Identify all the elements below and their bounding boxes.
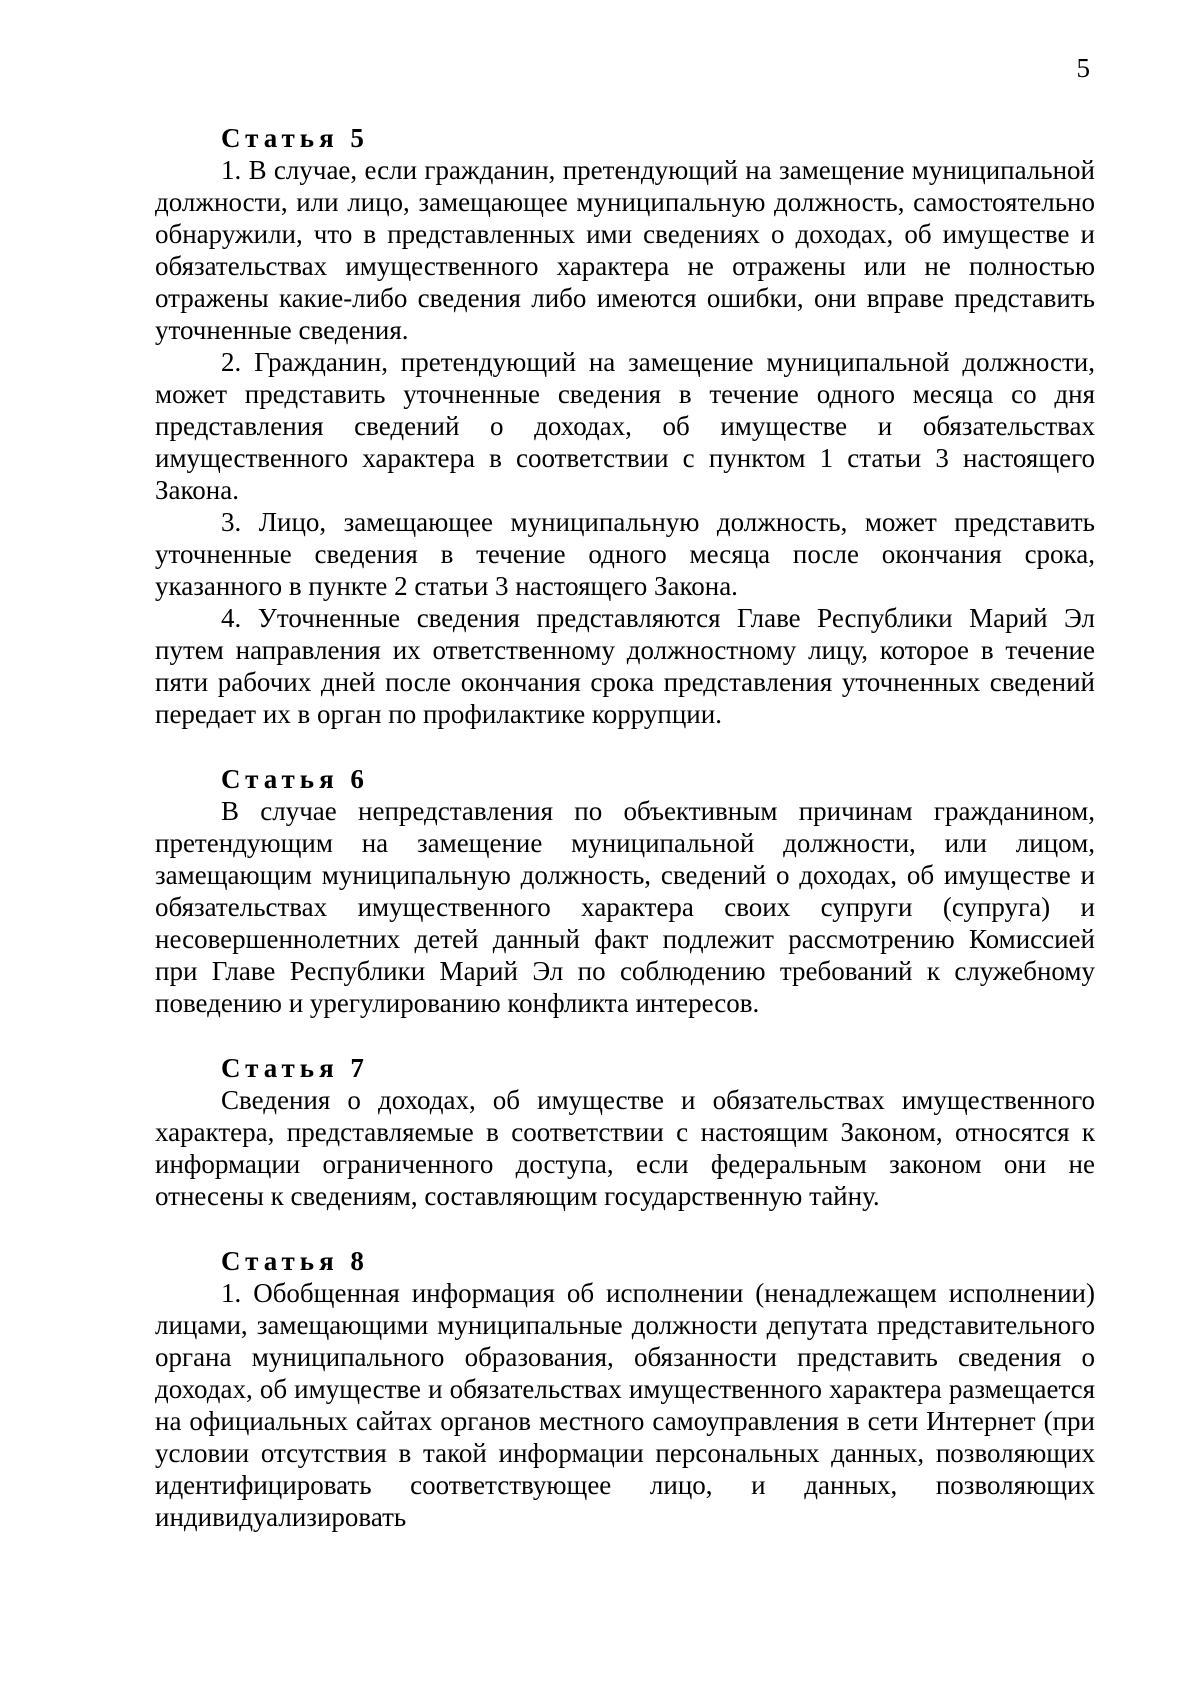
article-paragraph: 3. Лицо, замещающее муниципальную должность, может представить уточненные сведения в течение одного месяца после окончания срока, указанного в пункте 2 статьи 3 настоящего Закона. (155, 507, 1095, 601)
article-paragraph: 2. Гражданин, претендующий на замещение муниципальной должности, может представить уточненные сведения в течение одного месяца со дня представления сведений о доходах, об имуществе и обязательствах имущественного характера в соответствии с пунктом 1 статьи 3 настоящего Закона. (155, 347, 1095, 505)
article-paragraph: 1. В случае, если гражданин, претендующий на замещение муниципальной должности, или лицо, замещающее муниципальную должность, самостоятельно обнаружили, что в представленных ими сведениях о доходах, об имуществе и обязательствах имущественного характера не отражены или не полностью отражены какие-либо сведения либо имеются ошибки, они вправе представить уточненные сведения. (155, 155, 1095, 345)
article-paragraph: 1. Обобщенная информация об исполнении (ненадлежащем исполнении) лицами, замещающими муниципальные должности депутата представительного органа муниципального образования, обязанности представить сведения о доходах, об имуществе и обязательствах имущественного характера размещается на официальных сайтах органов местного самоуправления в сети Интернет (при условии отсутствия в такой информации персональных данных, позволяющих идентифицировать соответствующее лицо, и данных, позволяющих индивидуализировать (155, 1278, 1095, 1532)
article-paragraph: Сведения о доходах, об имуществе и обязательствах имущественного характера, представляемые в соответствии с настоящим Законом, относятся к информации ограниченного доступа, если федеральным законом они не отнесены к сведениям, составляющим государственную тайну. (155, 1085, 1095, 1211)
article-8 (155, 1245, 1095, 1533)
page-number: 5 (1076, 53, 1090, 83)
article-7 (155, 1052, 1095, 1212)
article-paragraph: 4. Уточненные сведения представляются Главе Республики Марий Эл путем направления их ответственному должностному лицу, которое в течение пяти рабочих дней после окончания срока представления уточненных сведений передает их в орган по профилактике коррупции. (155, 603, 1095, 729)
document-body (155, 122, 1095, 1533)
article-heading: Статья 7 (221, 1053, 369, 1083)
article-paragraph: В случае непредставления по объективным причинам гражданином, претендующим на замещение муниципальной должности, или лицом, замещающим муниципальную должность, сведений о доходах, об имуществе и обязательствах имущественного характера своих супруги (супруга) и несовершеннолетних детей данный факт подлежит рассмотрению Комиссией при Главе Республики Марий Эл по соблюдению требований к служебному поведению и урегулированию конфликта интересов. (155, 796, 1095, 1018)
article-5 (155, 122, 1095, 730)
article-heading: Статья 6 (221, 764, 369, 794)
article-6 (155, 763, 1095, 1019)
article-heading: Статья 8 (221, 1246, 369, 1276)
article-heading: Статья 5 (221, 123, 369, 153)
